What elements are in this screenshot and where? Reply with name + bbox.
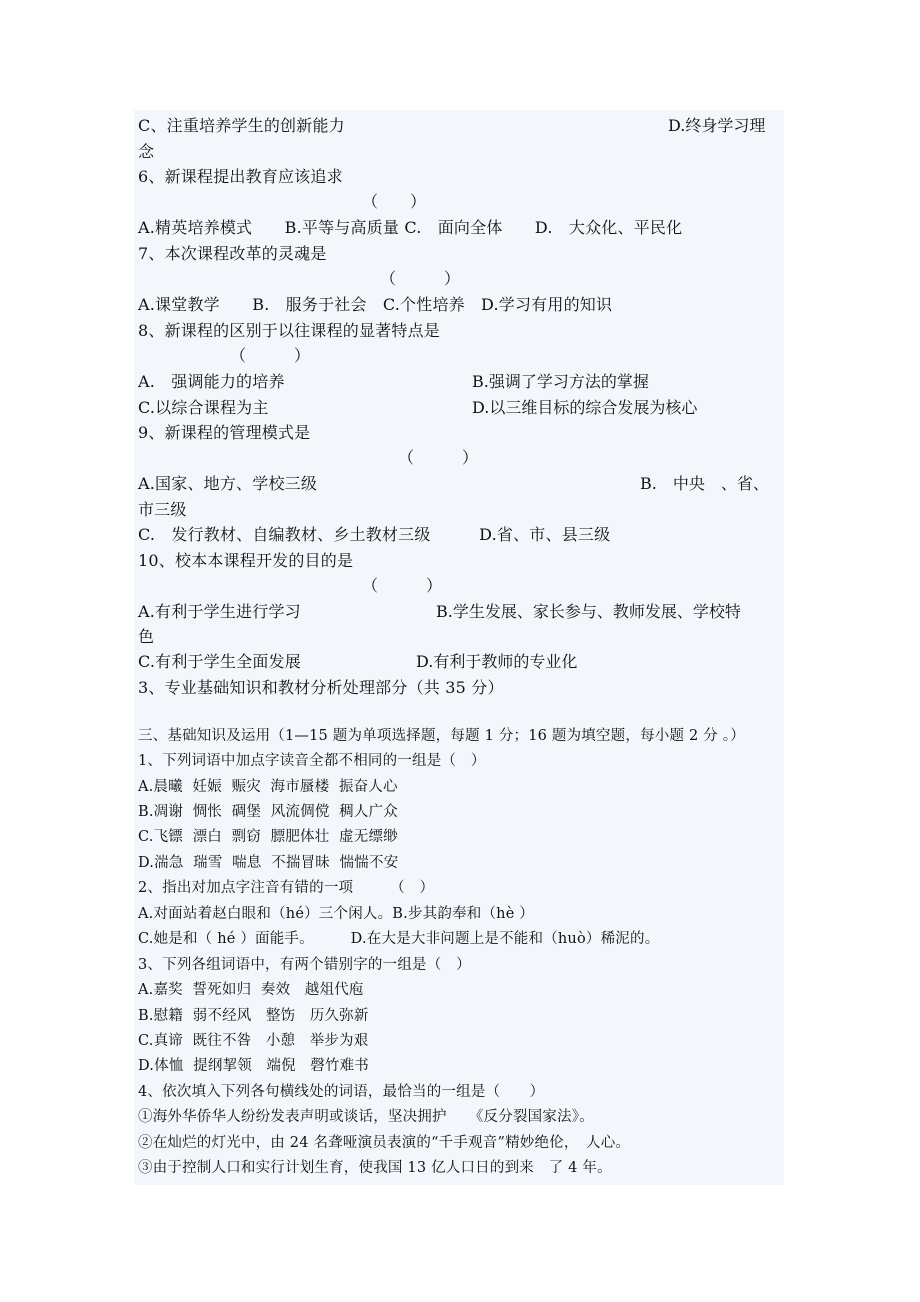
q10-answer-paren: （ ） bbox=[362, 576, 443, 595]
q10-option-a: A.有利于学生进行学习 bbox=[138, 602, 301, 621]
section-heading-basic-knowledge: 三、基础知识及运用（1—15 题为单项选择题，每题 1 分；16 题为填空题，每小题 2 分 。） bbox=[138, 728, 745, 744]
q9-option-b: B. 中央 、省、 bbox=[640, 474, 769, 493]
b1-option-a: A.晨曦 妊娠 赈灾 海市蜃楼 振奋人心 bbox=[138, 779, 398, 795]
question-10: 10、校本本课程开发的目的是 bbox=[138, 551, 354, 570]
b1-option-d: D.湍急 瑞雪 喘息 不揣冒昧 惴惴不安 bbox=[138, 855, 399, 871]
question-7: 7、本次课程改革的灵魂是 bbox=[138, 244, 327, 263]
q6-options: A.精英培养模式 B.平等与高质量 C. 面向全体 D. 大众化、平民化 bbox=[138, 218, 683, 237]
b1-option-b: B.凋谢 惆怅 碉堡 风流倜傥 稠人广众 bbox=[138, 804, 398, 820]
b4-sentence-1: ①海外华侨华人纷纷发表声明或谈话，坚决拥护 《反分裂国家法》。 bbox=[138, 1109, 594, 1125]
b-question-3: 3、下列各组词语中，有两个错别字的一组是（ ） bbox=[138, 957, 471, 973]
b2-options-ab: A.对面站着赵白眼和（hé）三个闲人。B.步其韵奉和（hè ） bbox=[138, 906, 534, 922]
q8-option-b: B.强调了学习方法的掌握 bbox=[472, 372, 649, 391]
b3-option-a: A.嘉奖 誓死如归 奏效 越俎代庖 bbox=[138, 982, 364, 998]
q9-option-b-cont: 市三级 bbox=[138, 500, 187, 519]
b1-option-c: C.飞镖 漂白 剽窃 膘肥体壮 虚无缥缈 bbox=[138, 829, 398, 845]
b3-option-c: C.真谛 既往不咎 小憩 举步为艰 bbox=[138, 1033, 369, 1049]
b-question-2: 2、指出对加点字注音有错的一项 （ ） bbox=[138, 880, 435, 896]
b4-sentence-3: ③由于控制人口和实行计划生育，使我国 13 亿人口日的到来 了 4 年。 bbox=[138, 1160, 612, 1176]
q9-option-a: A.国家、地方、学校三级 bbox=[138, 474, 318, 493]
q5-option-d-cont: 念 bbox=[138, 142, 155, 161]
q9-options-cd: C. 发行教材、自编教材、乡土教材三级 D.省、市、县三级 bbox=[138, 525, 611, 544]
question-9: 9、新课程的管理模式是 bbox=[138, 423, 311, 442]
b2-options-cd: C.她是和（ hé ）面能手。 D.在大是大非问题上是不能和（huò）稀泥的。 bbox=[138, 931, 660, 947]
q10-option-b-cont: 色 bbox=[138, 627, 155, 646]
b3-option-d: D.体恤 提纲挈领 端倪 磬竹难书 bbox=[138, 1058, 369, 1074]
b-question-4: 4、依次填入下列各句横线处的词语，最恰当的一组是（ ） bbox=[138, 1084, 545, 1100]
q5-option-d: D.终身学习理 bbox=[668, 116, 766, 135]
q8-option-d: D.以三维目标的综合发展为核心 bbox=[472, 398, 698, 417]
b4-sentence-2: ②在灿烂的灯光中，由 24 名聋哑演员表演的“千手观音”精妙绝伦， 人心。 bbox=[138, 1135, 631, 1151]
q10-option-d: D.有利于教师的专业化 bbox=[416, 652, 578, 671]
q7-options: A.课堂教学 B. 服务于社会 C.个性培养 D.学习有用的知识 bbox=[138, 295, 613, 314]
b-question-1: 1、下列词语中加点字读音全都不相同的一组是（ ） bbox=[138, 753, 486, 769]
q8-option-c: C.以综合课程为主 bbox=[138, 398, 269, 417]
q9-answer-paren: （ ） bbox=[398, 448, 479, 467]
q6-answer-paren: （ ） bbox=[362, 192, 427, 211]
question-8: 8、新课程的区别于以往课程的显著特点是 bbox=[138, 321, 440, 340]
q7-answer-paren: （ ） bbox=[380, 269, 461, 288]
q8-answer-paren: （ ） bbox=[230, 346, 311, 365]
q8-option-a: A. 强调能力的培养 bbox=[138, 372, 285, 391]
q10-option-c: C.有利于学生全面发展 bbox=[138, 652, 301, 671]
question-6: 6、新课程提出教育应该追求 bbox=[138, 167, 343, 186]
q10-option-b: B.学生发展、家长参与、教师发展、学校特 bbox=[436, 602, 741, 621]
section-3-title: 3、专业基础知识和教材分析处理部分（共 35 分） bbox=[138, 678, 504, 697]
q5-option-c: C、注重培养学生的创新能力 bbox=[138, 116, 345, 135]
b3-option-b: B.慰籍 弱不经风 整饬 历久弥新 bbox=[138, 1008, 369, 1024]
